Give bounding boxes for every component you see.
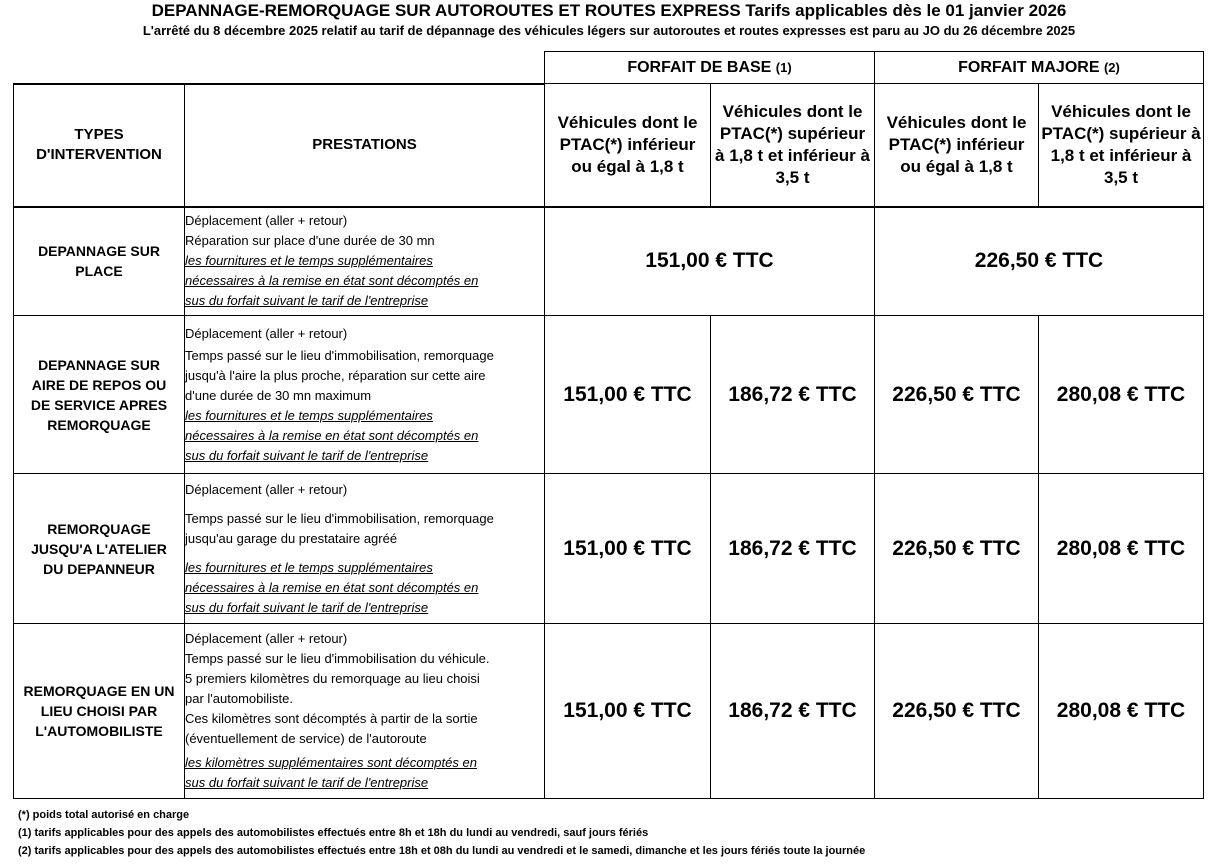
prestations-cell (185, 474, 545, 624)
prestations-cell (185, 316, 545, 474)
prestation-line: (éventuellement de service) de l'autoroute (185, 731, 427, 746)
price-base-light: 151,00 € TTC (545, 316, 711, 474)
intervention-type: REMORQUAGE EN UN LIEU CHOISI PAR L'AUTOMOBILISTE (14, 624, 185, 799)
intervention-type: DEPANNAGE SUR PLACE (14, 207, 185, 316)
price-base-heavy: 186,72 € TTC (711, 474, 875, 624)
prestation-note: sus du forfait suivant le tarif de l'entreprise (185, 775, 429, 790)
price-base-heavy: 186,72 € TTC (711, 624, 875, 799)
prestation-line: Déplacement (aller + retour) (185, 213, 348, 229)
column-header-base-light: Véhicules dont le PTAC(*) inférieur ou égal à 1,8 t (545, 84, 711, 207)
blank-corner-cell (185, 52, 545, 84)
prestation-note: sus du forfait suivant le tarif de l'entreprise (185, 293, 429, 309)
prestation-note: sus du forfait suivant le tarif de l'entreprise (185, 447, 429, 463)
price-majore-light: 226,50 € TTC (875, 474, 1039, 624)
column-header-majore-heavy: Véhicules dont le PTAC(*) supérieur à 1,8 t et inférieur à 3,5 t (1039, 84, 1204, 207)
prestation-line: Temps passé sur le lieu d'immobilisation du véhicule. (185, 651, 490, 666)
forfait-majore-note: (2) (1103, 59, 1120, 75)
column-header-majore-light: Véhicules dont le PTAC(*) inférieur ou égal à 1,8 t (875, 84, 1039, 207)
column-header-prestations: PRESTATIONS (185, 84, 545, 207)
prestation-note: les fournitures et le temps supplémentaires (185, 407, 433, 423)
footnote-base: (1) tarifs applicables pour des appels des automobilistes effectués entre 8h et 18h du lundi au vendredi, sauf jours fériés (18, 827, 649, 839)
table-row (14, 624, 1204, 799)
prestation-line: par l'automobiliste. (185, 691, 293, 706)
prestation-note: sus du forfait suivant le tarif de l'entreprise (185, 599, 429, 615)
forfait-majore-header (875, 52, 1204, 84)
price-majore: 226,50 € TTC (875, 207, 1204, 316)
prestation-line: Temps passé sur le lieu d'immobilisation, remorquage (185, 347, 494, 363)
intervention-type: REMORQUAGE JUSQU'A L'ATELIER DU DEPANNEUR (14, 474, 185, 624)
price-base-light: 151,00 € TTC (545, 474, 711, 624)
blank-corner-cell (14, 52, 185, 84)
forfait-base-header (545, 52, 875, 84)
prestation-line: Réparation sur place d'une durée de 30 mn (185, 233, 435, 249)
table-row (14, 207, 1204, 316)
tariff-table (13, 51, 1204, 799)
price-majore-light: 226,50 € TTC (875, 316, 1039, 474)
prestation-line: d'une durée de 30 mn maximum (185, 387, 372, 403)
prestation-line: Déplacement (aller + retour) (185, 325, 348, 341)
prestation-line: Déplacement (aller + retour) (185, 481, 348, 497)
prestation-note: nécessaires à la remise en état sont décomptés en (185, 579, 479, 595)
group-header-row (14, 52, 1204, 84)
prestation-line: 5 premiers kilomètres du remorquage au lieu choisi (185, 671, 480, 686)
table-row (14, 316, 1204, 474)
prestation-line: jusqu'à l'aire la plus proche, réparation sur cette aire (185, 367, 486, 383)
prestation-note: les fournitures et le temps supplémentaires (185, 559, 433, 575)
prestations-cell (185, 624, 545, 799)
prestation-note: les kilomètres supplémentaires sont décomptés en (185, 755, 477, 770)
price-majore-heavy: 280,08 € TTC (1039, 624, 1204, 799)
column-header-base-heavy: Véhicules dont le PTAC(*) supérieur à 1,8 t et inférieur à 3,5 t (711, 84, 875, 207)
page-subtitle: L'arrêté du 8 décembre 2025 relatif au tarif de dépannage des véhicules légers sur autoroutes et routes expresses est paru au JO du 26 décembre 2025 (142, 23, 1076, 38)
forfait-base-note: (1) (775, 59, 792, 75)
prestation-line: jusqu'au garage du prestataire agréé (185, 530, 398, 546)
column-header-types: TYPES D'INTERVENTION (14, 84, 185, 207)
intervention-type: DEPANNAGE SUR AIRE DE REPOS OU DE SERVICE APRES REMORQUAGE (14, 316, 185, 474)
forfait-base-label: FORFAIT DE BASE (627, 58, 776, 76)
prestation-note: nécessaires à la remise en état sont décomptés en (185, 427, 479, 443)
price-majore-heavy: 280,08 € TTC (1039, 474, 1204, 624)
prestation-note: les fournitures et le temps supplémentaires (185, 253, 433, 269)
prestation-line: Ces kilomètres sont décomptés à partir de la sortie (185, 711, 478, 726)
price-base-light: 151,00 € TTC (545, 624, 711, 799)
prestation-note: nécessaires à la remise en état sont décomptés en (185, 273, 479, 289)
prestation-line: Temps passé sur le lieu d'immobilisation, remorquage (185, 510, 494, 526)
price-base-heavy: 186,72 € TTC (711, 316, 875, 474)
prestation-line: Déplacement (aller + retour) (185, 631, 348, 646)
footnote-ptac: (*) poids total autorisé en charge (18, 809, 190, 821)
footnotes (18, 806, 865, 860)
table-row (14, 474, 1204, 624)
prestations-cell (185, 207, 545, 316)
page-title: DEPANNAGE-REMORQUAGE SUR AUTOROUTES ET ROUTES EXPRESS Tarifs applicables dès le 01 janvier 2026 (151, 1, 1067, 20)
column-header-row (14, 84, 1204, 207)
price-majore-light: 226,50 € TTC (875, 624, 1039, 799)
footnote-majore: (2) tarifs applicables pour des appels des automobilistes effectués entre 18h et 08h du lundi au vendredi et le samedi, dimanche et les jours fériés toute la journée (18, 845, 866, 857)
price-majore-heavy: 280,08 € TTC (1039, 316, 1204, 474)
price-base: 151,00 € TTC (545, 207, 875, 316)
forfait-majore-label: FORFAIT MAJORE (958, 58, 1104, 76)
